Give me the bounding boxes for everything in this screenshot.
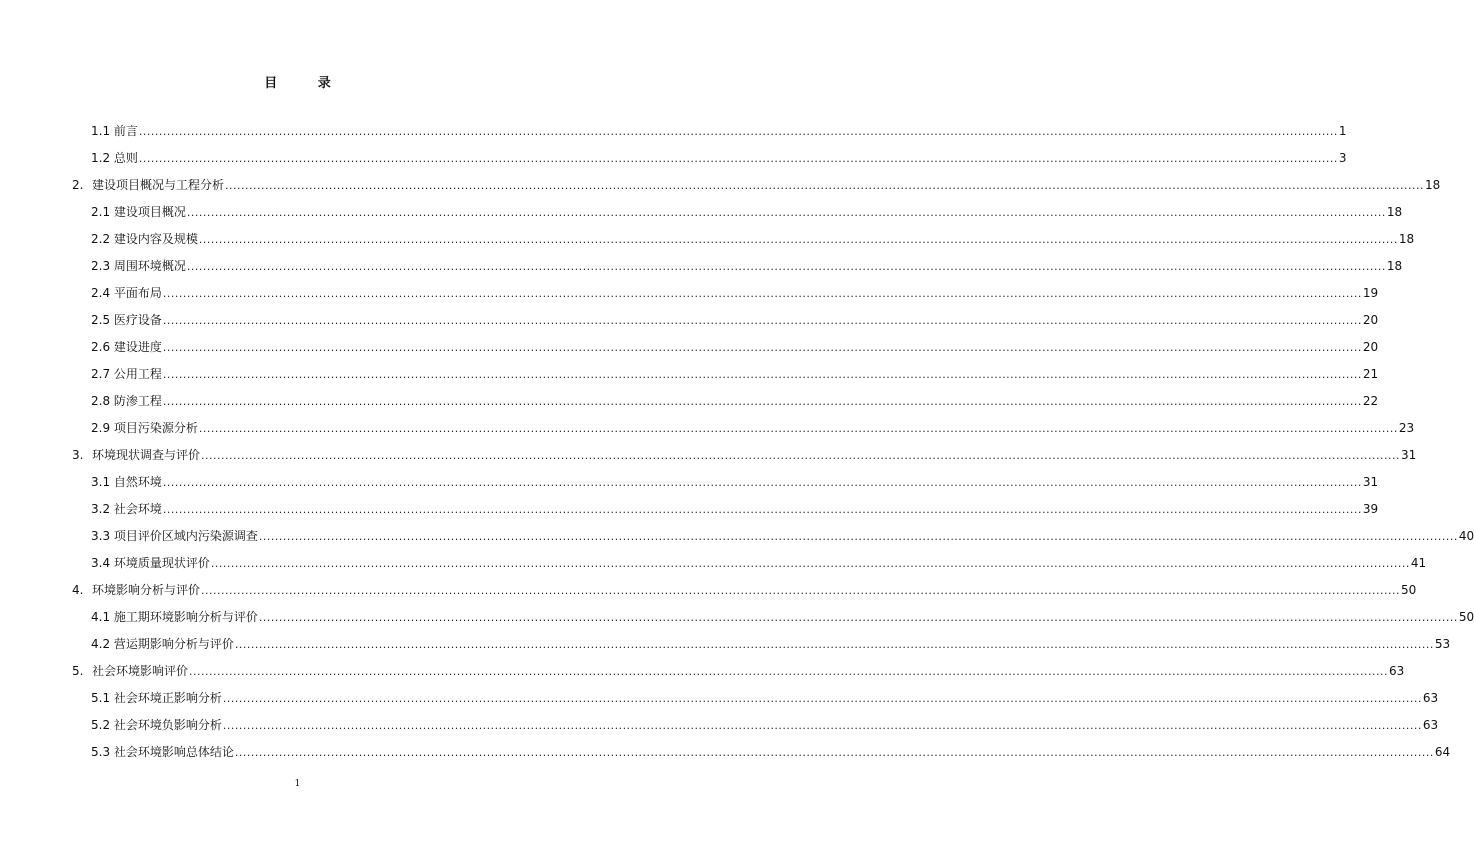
toc-entry-page: 21 [1362,367,1379,381]
toc-entry-label: 2.4 平面布局 [91,286,162,300]
toc-entry-page: 19 [1362,286,1379,300]
toc-entry[interactable] [72,313,1379,340]
dot-leader: ............................................................................................................................................................................................................................................................................................................ [162,314,1362,327]
toc-entry[interactable] [72,421,1415,448]
dot-leader: ............................................................................................................................................................................................................................................................................................................ [201,449,1400,462]
toc-entry[interactable] [72,286,1379,313]
dot-leader: ............................................................................................................................................................................................................................................................................................................ [162,476,1362,489]
toc-entry-page: 31 [1362,475,1379,489]
toc-entry-page: 23 [1398,421,1415,435]
toc-entry-label: 2.2 建设内容及规模 [91,232,198,246]
toc-entry-label: 3.4 环境质量现状评价 [91,556,210,570]
toc-entry-page: 18 [1386,259,1403,273]
dot-leader: ............................................................................................................................................................................................................................................................................................................ [201,584,1400,597]
toc-entry[interactable] [72,205,1403,232]
toc-entry-page: 20 [1362,340,1379,354]
dot-leader: ............................................................................................................................................................................................................................................................................................................ [162,503,1362,516]
dot-leader: ............................................................................................................................................................................................................................................................................................................ [222,719,1422,732]
toc-entry-label: 1.2 总则 [91,151,138,165]
toc-entry-page: 64 [1434,745,1451,759]
dot-leader: ............................................................................................................................................................................................................................................................................................................ [258,530,1458,543]
toc-entry-label: 2.7 公用工程 [91,367,162,381]
dot-leader: ............................................................................................................................................................................................................................................................................................................ [189,665,1388,678]
toc-entry-label: 5.3 社会环境影响总体结论 [91,745,234,759]
toc-entry-label: 2.5 医疗设备 [91,313,162,327]
toc-entry-page: 20 [1362,313,1379,327]
toc-entry-page: 50 [1458,610,1474,624]
toc-entry-page: 63 [1389,664,1405,678]
toc-entry[interactable] [72,691,1439,718]
toc-entry[interactable] [72,259,1403,286]
toc-entry-label: 4.1 施工期环境影响分析与评价 [91,610,258,624]
toc-entry-label: 3.3 项目评价区域内污染源调查 [91,529,258,543]
dot-leader: ............................................................................................................................................................................................................................................................................................................ [186,206,1386,219]
toc-entry-label: 1.1 前言 [91,124,138,138]
dot-leader: ............................................................................................................................................................................................................................................................................................................ [234,746,1434,759]
toc-entry-page: 53 [1434,637,1451,651]
toc-entry-page: 1 [1338,124,1347,138]
toc-entry-page: 18 [1425,178,1441,192]
dot-leader: ............................................................................................................................................................................................................................................................................................................ [258,611,1458,624]
toc-entry[interactable] [72,151,1347,178]
toc-entry-label: 3.1 自然环境 [91,475,162,489]
toc-entry-label: 社会环境影响评价 [92,664,189,678]
toc-entry[interactable] [72,178,1441,205]
toc-entry-page: 40 [1458,529,1474,543]
dot-leader: ............................................................................................................................................................................................................................................................................................................ [198,422,1398,435]
toc-entry-page: 3 [1338,151,1347,165]
toc-entry-label: 5.2 社会环境负影响分析 [91,718,222,732]
toc-entry[interactable] [72,502,1379,529]
dot-leader: ............................................................................................................................................................................................................................................................................................................ [162,368,1362,381]
toc-entry-label: 5.1 社会环境正影响分析 [91,691,222,705]
toc-entry-label: 3.2 社会环境 [91,502,162,516]
toc-entry[interactable] [72,529,1474,556]
dot-leader: ............................................................................................................................................................................................................................................................................................................ [138,125,1338,138]
toc-title: 目 录 [264,76,349,91]
toc-entry-number: 2. [72,178,84,192]
toc-entry-page: 50 [1401,583,1417,597]
toc-entry-label: 环境影响分析与评价 [92,583,201,597]
toc-entry-number: 4. [72,583,84,597]
toc-entry-page: 63 [1422,718,1439,732]
toc-entry[interactable] [72,475,1379,502]
dot-leader: ............................................................................................................................................................................................................................................................................................................ [234,638,1434,651]
toc-entry-label: 环境现状调查与评价 [92,448,201,462]
toc-entry-page: 63 [1422,691,1439,705]
dot-leader: ............................................................................................................................................................................................................................................................................................................ [162,341,1362,354]
toc-entry[interactable] [72,583,1417,610]
dot-leader: ............................................................................................................................................................................................................................................................................................................ [198,233,1398,246]
toc-entry-page: 41 [1410,556,1427,570]
toc-entry[interactable] [72,556,1427,583]
toc-entry[interactable] [72,340,1379,367]
toc-entry[interactable] [72,718,1439,745]
toc-entry-label: 2.1 建设项目概况 [91,205,186,219]
dot-leader: ............................................................................................................................................................................................................................................................................................................ [222,692,1422,705]
toc-entry[interactable] [72,367,1379,394]
dot-leader: ............................................................................................................................................................................................................................................................................................................ [210,557,1410,570]
table-of-contents [72,124,1474,772]
toc-entry[interactable] [72,664,1405,691]
toc-entry-label: 建设项目概况与工程分析 [92,178,225,192]
dot-leader: ............................................................................................................................................................................................................................................................................................................ [225,179,1424,192]
toc-entry-page: 31 [1401,448,1417,462]
toc-entry-label: 2.6 建设进度 [91,340,162,354]
toc-entry-number: 3. [72,448,84,462]
dot-leader: ............................................................................................................................................................................................................................................................................................................ [186,260,1386,273]
toc-entry-page: 18 [1398,232,1415,246]
toc-entry[interactable] [72,745,1451,772]
dot-leader: ............................................................................................................................................................................................................................................................................................................ [162,395,1362,408]
dot-leader: ............................................................................................................................................................................................................................................................................................................ [162,287,1362,300]
toc-entry[interactable] [72,394,1379,421]
toc-entry[interactable] [72,124,1347,151]
toc-entry[interactable] [72,610,1474,637]
page-number: 1 [294,779,301,789]
toc-entry-label: 2.8 防渗工程 [91,394,162,408]
toc-entry[interactable] [72,448,1417,475]
dot-leader: ............................................................................................................................................................................................................................................................................................................ [138,152,1338,165]
toc-entry-label: 2.3 周围环境概况 [91,259,186,273]
toc-entry-label: 4.2 营运期影响分析与评价 [91,637,234,651]
toc-entry[interactable] [72,637,1451,664]
toc-entry-page: 18 [1386,205,1403,219]
toc-entry-page: 22 [1362,394,1379,408]
toc-entry[interactable] [72,232,1415,259]
toc-entry-number: 5. [72,664,84,678]
toc-entry-page: 39 [1362,502,1379,516]
toc-entry-label: 2.9 项目污染源分析 [91,421,198,435]
